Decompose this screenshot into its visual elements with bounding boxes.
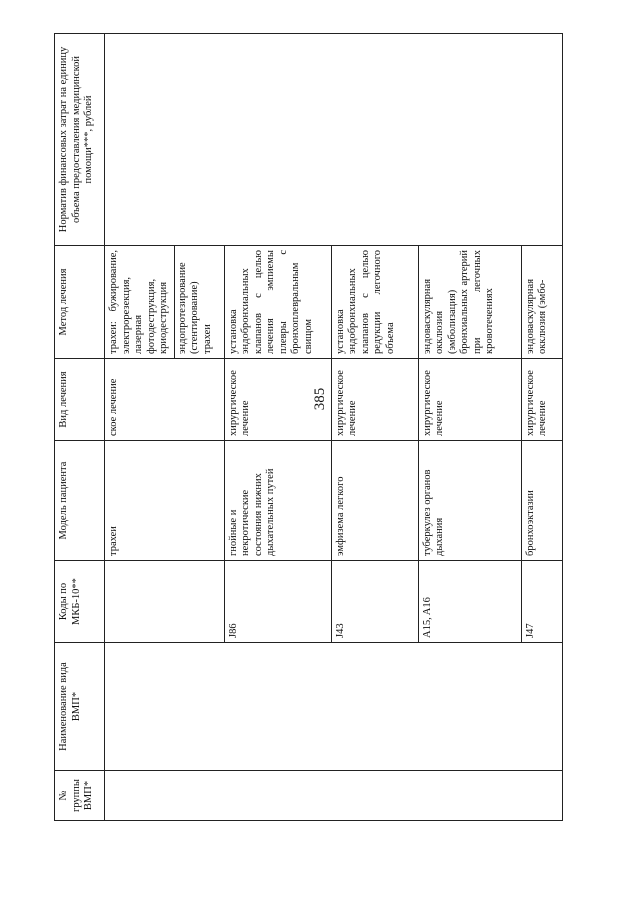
cell-treatment-method: установка эндобронхиальных клапанов с целью редукции легочного объема [331, 246, 418, 359]
cell-treatment-method: эндопротезирование (стентирование) трахеи [174, 246, 224, 359]
cell-treatment-method: трахеи: бужирование, электрорезекция, лазерная фотодеструкция, криодеструкция [105, 246, 175, 359]
cell-icd-codes: J47 [521, 561, 562, 643]
cell-treatment-type: хирургическое лечение [521, 359, 562, 441]
cell-treatment-type: хирургическое лечение [418, 359, 521, 441]
page-number: 385 [312, 387, 328, 411]
cell-patient-model: эмфизема легкого [331, 441, 418, 561]
vmp-table [54, 33, 563, 821]
rotated-table-container [54, 34, 614, 821]
cell-patient-model: гнойные и некротические состояния нижних дыхательных путей [224, 441, 331, 561]
cell-treatment-type: хирургическое лечение [224, 359, 331, 441]
cell-treatment-method: установка эндобронхиальных клапанов с целью лечения эмпиемы плевры с бронхоплевральным свищом [224, 246, 331, 359]
table-row [105, 34, 175, 821]
header-group-no: № группы ВМП* [55, 771, 105, 821]
header-vmp-name: Наименование вида ВМП* [55, 643, 105, 771]
cell-treatment-type: хирургическое лечение [331, 359, 418, 441]
table-header-row [55, 34, 105, 821]
cell-treatment-method: эндоваскулярная окклюзия (эмбо- [521, 246, 562, 359]
header-treatment-type: Вид лечения [55, 359, 105, 441]
cell-icd-codes: A15, A16 [418, 561, 521, 643]
header-cost-norm: Норматив финансовых затрат на единицу объема предоставления медицинской помощи***, рублей [55, 34, 105, 246]
cell-cost-norm [105, 34, 563, 246]
cell-patient-model: бронхоэктазии [521, 441, 562, 561]
header-icd-codes: Коды по МКБ-10** [55, 561, 105, 643]
header-treatment-method: Метод лечения [55, 246, 105, 359]
cell-icd-codes: J43 [331, 561, 418, 643]
cell-treatment-type: ское лечение [105, 359, 225, 441]
cell-patient-model: трахеи [105, 441, 225, 561]
cell-icd-codes: J86 [224, 561, 331, 643]
cell-icd-codes [105, 561, 225, 643]
cell-treatment-method: эндоваскулярная окклюзия (эмболизация) бронхиальных артерий при легочных кровотечениях [418, 246, 521, 359]
cell-vmp-name [105, 643, 563, 771]
cell-group-no [105, 771, 563, 821]
cell-patient-model: туберкулез органов дыхания [418, 441, 521, 561]
header-patient-model: Модель пациента [55, 441, 105, 561]
